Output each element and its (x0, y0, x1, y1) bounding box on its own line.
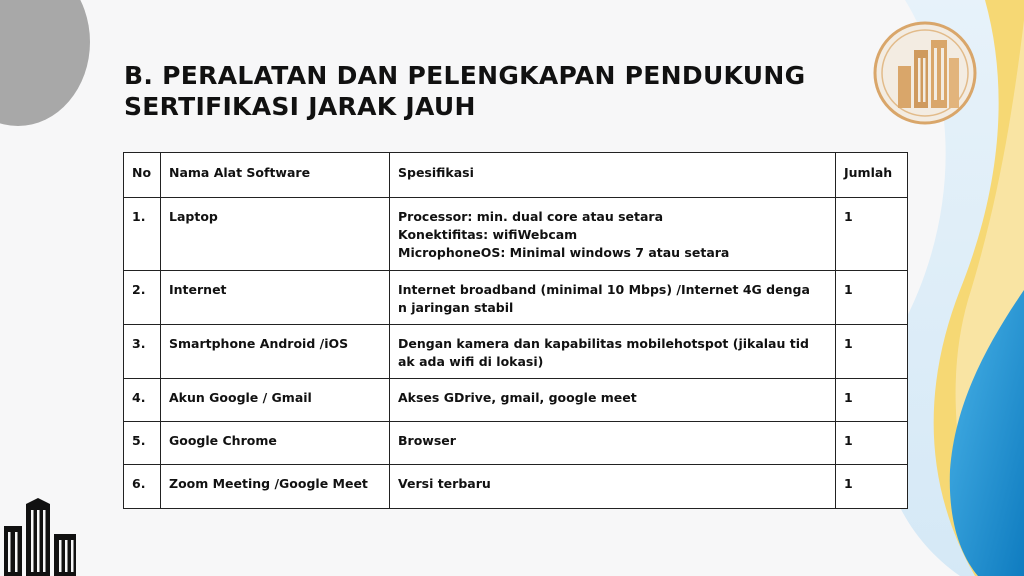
row-spec (390, 325, 836, 379)
header-qty: Jumlah (836, 153, 908, 198)
row-spec-line: Konektifitas: wifiWebcam (398, 227, 578, 242)
table-row (124, 198, 908, 271)
row-spec-line: ak ada wifi di lokasi) (398, 354, 544, 369)
row-qty: 1 (836, 325, 908, 379)
row-spec (390, 422, 836, 465)
row-name: Smartphone Android /iOS (161, 325, 390, 379)
slide-title (124, 60, 805, 122)
row-name: Internet (161, 271, 390, 325)
row-no: 4. (124, 379, 161, 422)
table-row (124, 379, 908, 422)
header-spec: Spesifikasi (390, 153, 836, 198)
row-no: 3. (124, 325, 161, 379)
table-row (124, 325, 908, 379)
row-spec-line: Browser (398, 433, 456, 448)
row-spec (390, 271, 836, 325)
building-logo-icon (872, 20, 978, 126)
city-buildings-icon (0, 496, 80, 576)
row-spec-line: MicrophoneOS: Minimal windows 7 atau setara (398, 245, 730, 260)
row-no: 6. (124, 465, 161, 509)
slide-title-line-1: B. PERALATAN DAN PELENGKAPAN PENDUKUNG (124, 61, 806, 90)
row-spec-line: Akses GDrive, gmail, google meet (398, 390, 637, 405)
row-qty: 1 (836, 465, 908, 509)
slide-title-line-2: SERTIFIKASI JARAK JAUH (124, 92, 476, 121)
row-no: 5. (124, 422, 161, 465)
row-name: Akun Google / Gmail (161, 379, 390, 422)
table-header-row (124, 153, 908, 198)
row-name: Zoom Meeting /Google Meet (161, 465, 390, 509)
row-spec (390, 379, 836, 422)
row-qty: 1 (836, 379, 908, 422)
row-spec-line: Versi terbaru (398, 476, 491, 491)
row-spec-line: Processor: min. dual core atau setara (398, 209, 664, 224)
gray-blob-shape (0, 0, 90, 126)
row-name: Google Chrome (161, 422, 390, 465)
row-spec-line: Internet broadband (minimal 10 Mbps) /Internet 4G denga (398, 282, 810, 297)
row-name: Laptop (161, 198, 390, 271)
row-spec-line: n jaringan stabil (398, 300, 514, 315)
header-no: No (124, 153, 161, 198)
row-spec-line: Dengan kamera dan kapabilitas mobilehotspot (jikalau tid (398, 336, 809, 351)
header-name: Nama Alat Software (161, 153, 390, 198)
table-row (124, 271, 908, 325)
row-qty: 1 (836, 198, 908, 271)
table-row (124, 422, 908, 465)
row-spec (390, 198, 836, 271)
table-row (124, 465, 908, 509)
row-qty: 1 (836, 271, 908, 325)
equipment-table (123, 152, 908, 509)
row-no: 2. (124, 271, 161, 325)
row-qty: 1 (836, 422, 908, 465)
row-spec (390, 465, 836, 509)
row-no: 1. (124, 198, 161, 271)
